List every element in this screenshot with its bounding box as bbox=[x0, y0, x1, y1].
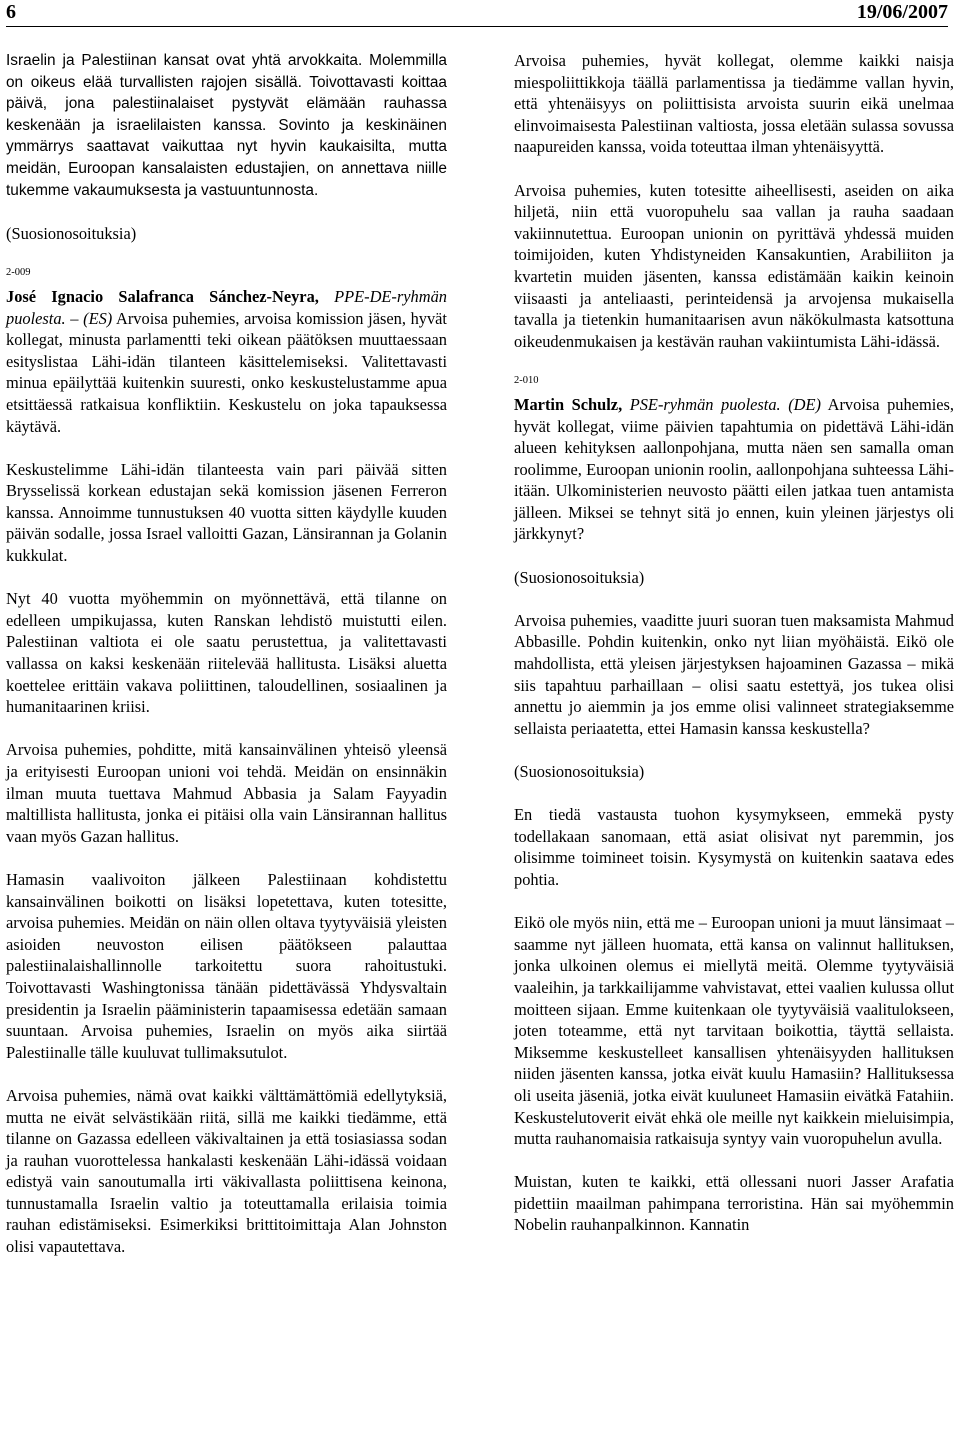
paragraph: En tiedä vastausta tuohon kysymykseen, emmekä pysty todellakaan sanomaan, että asiat olisivat nyt paremmin, jos olisimme toimineet toisin. Kysymystä on kuitenkin saatava edes pohtia. bbox=[514, 805, 954, 889]
paragraph: Arvoisa puhemies, nämä ovat kaikki välttämättömiä edellytyksiä, mutta ne eivät selvästikään riitä, sillä me kaikki tiedämme, että tilanne on Gazassa edelleen väkivaltainen ja että tosiasiassa sodan ja rauhan vuorottelessa hankalasti keskenään Lähi-idässä voidaan edistyä vain sanoutumalla irti väkivallasta poliittisena keinona, tunnustamalla Israelin valtio ja toteuttamalla erilaisia toimia rauhan edistämiseksi. Esimerkiksi brittitoimittaja Alan Johnston olisi vapautettava. bbox=[6, 1085, 447, 1257]
paragraph: Arvoisa puhemies, kuten totesitte aiheellisesti, aseiden on aika hiljetä, niin että vuoropuhelu saa vallan ja rauha saadaan vakiinnutettua. Euroopan unionin on pyrittävä yhdessä muiden toimijoiden, kuten Yhdistyneiden Kansakuntien, Arabiliiton ja kvartetin muiden jäsenten, kanssa edistämään kaikin keinoin viisaasti ja anteliaasti, perinteidensä ja arvojensa mukaisella tavalla ja tietenkin humanitaarisen avun näkökulmasta katsottuna oikeudenmukaisen ja kestävän rauhan vakiintumista Lähi-idässä. bbox=[514, 180, 954, 351]
speech-text: Arvoisa puhemies, hyvät kollegat, viime päivien tapahtumia on pidettävä Lähi-idän alueen kehityksen aallonpohjana, mutta näen sen samalla oman roolimme, Euroopan unionin roolin, aallonpohjana suhteessa Lähi-itään. Ulkoministerien neuvosto päätti eilen jatkaa tuen antamista jälleen. Miksei se tehnyt sitä jo ennen, kuin yleinen järjestys oli järkkynyt? bbox=[514, 394, 954, 544]
paragraph: Muistan, kuten te kaikki, että ollessani nuori Jasser Arafatia pidettiin maailman pahimpana terroristina. Hän sai myöhemmin Nobelin rauhanpalkinnon. Kannatin bbox=[514, 1172, 954, 1235]
speech-paragraph bbox=[514, 394, 954, 545]
speech-language: (DE) bbox=[788, 394, 821, 414]
item-number: 2-009 bbox=[6, 266, 31, 278]
speech-text: Arvoisa puhemies, arvoisa komission jäsen, hyvät kollegat, minusta parlamentti teki oikean päätöksen muuttaessaan esityslistaa Lähi-idän tilanteen käsittelemiseksi. Valitettavasti minua epäilyttää kuitenkin suuresti, onko keskustelustamme apua etsittäessä ratkaisua konfliktiin. Keskustelu on joka tapauksessa käytävä. bbox=[6, 308, 447, 436]
speech-paragraph bbox=[6, 286, 447, 437]
speech-language: – (ES) bbox=[70, 308, 113, 328]
paragraph: Arvoisa puhemies, vaaditte juuri suoran tuen maksamista Mahmud Abbasille. Pohdin kuitenkin, onko nyt liian myöhäistä. Eikö ole mahdollista, että yleisen järjestyksen hajoaminen Gazassa – mikä siis tapahtuu parhaillaan – olisi saatu estettyä, jos tukea olisi annettu jo aiemmin ja jos emme olisi valinneet strategiaksemme sellaista periaatetta, ettei Hamasin kanssa keskustella? bbox=[514, 610, 954, 738]
applause-note: (Suosionosoituksia) bbox=[514, 762, 645, 781]
paragraph: Keskustelimme Lähi-idän tilanteesta vain pari päivää sitten Brysselissä korkean edustajan sekä komission jäsenen Ferreron kanssa. Annoimme tunnustuksen 40 vuotta sitten käydylle kuuden päivän sodalle, jossa Israel valloitti Gazan, Länsirannan ja Golanin kukkulat. bbox=[6, 459, 447, 566]
speaker-name: José Ignacio Salafranca Sánchez-Neyra, bbox=[6, 286, 319, 306]
right-column bbox=[514, 50, 954, 1236]
paragraph: Israelin ja Palestiinan kansat ovat yhtä arvokkaita. Molemmilla on oikeus elää turvallisten rajojen sisällä. Toivottavasti koittaa päivä, jona palestiinalaiset pystyvät elämään rauhassa keskenään ja israelilaisten kanssa. Sovinto ja keskinäinen ymmärrys saattavat vaikuttaa nyt hyvin kaukaisilta, mutta meidän, Euroopan kansalaisten edustajien, on annettava niille tukemme vakaumuksesta ja vastuuntunnosta. bbox=[6, 52, 447, 199]
applause-note: (Suosionosoituksia) bbox=[514, 567, 645, 587]
applause-note: (Suosionosoituksia) bbox=[6, 223, 137, 243]
paragraph: Arvoisa puhemies, pohditte, mitä kansainvälinen yhteisö yleensä ja erityisesti Euroopan unioni voi tehdä. Meidän on ensinnäkin ilman muuta tuettava Mahmud Abbasia ja Salam Fayyadin maltillista hallitusta, jonka ei pitäisi olla vain Länsirannan hallitus vaan myös Gazan hallitus. bbox=[6, 740, 447, 846]
item-number: 2-010 bbox=[514, 374, 539, 386]
speaker-name: Martin Schulz, bbox=[514, 394, 623, 414]
paragraph: Eikö ole myös niin, että me – Euroopan unioni ja muut länsimaat – saamme nyt jälleen huomata, että kansa on valinnut hallituksen, jonka ulkoinen olemus ei miellytä meitä. Olemme tyytyväisiä vaaleihin, ja tarkkailijamme vahvistavat, ettei vaalien kulussa ollut moitteen sijaan. Emme kuitenkaan ole tyytyväisiä vaalitulokseen, joten toteamme, että nyt tarvitaan boikottia, täyttä sellaista. Miksemme keskustelleet kansallisen yhtenäisyyden hallituksen niiden jäsenten kanssa, jotka eivät kuulu Hamasiin? Hallituksessa oli useita jäseniä, jotka eivät kuuluneet Hamasiin eivätkä Fatahiin. Keskustelutoverit eivät ehkä ole meille nyt kaikkein mieluisimpia, mutta rauhanomaisia ratkaisuja syntyy vain vuoropuhelun avulla. bbox=[514, 913, 954, 1149]
paragraph: Nyt 40 vuotta myöhemmin on myönnettävä, että tilanne on edelleen umpikujassa, kuten Ranskan lehdistö muistutti eilen. Palestiinan valtiota ei ole saatu perustettua, ja valitettavasti vallassa on kaksi keskenään riitelevää hallitusta. Lisäksi aluetta koettelee erittäin vakava poliittinen, taloudellinen, sosiaalinen ja humanitaarinen kriisi. bbox=[6, 589, 447, 717]
page-number: 6 bbox=[6, 1, 16, 23]
paragraph: Arvoisa puhemies, hyvät kollegat, olemme kaikki naisja miespoliittikkoja täällä parlamentissa ja tiedämme vallan hyvin, että yhtenäisyys on poliittisista arvoista suurin eikä unelmaa elinvoimaisesta Palestiinan valtiosta, jossa eletään sulassa sovussa naapureiden kanssa, voida toteuttaa ilman yhtenäisyyttä. bbox=[514, 51, 954, 157]
session-date: 19/06/2007 bbox=[856, 1, 948, 23]
paragraph: Hamasin vaalivoiton jälkeen Palestiinaan kohdistettu kansainvälinen boikotti on lisäksi lopetettava, kuten totesitte, arvoisa puhemies. Meidän on näin ollen oltava tyytyväisiä yleisten asioiden neuvoston eilisen päätökseen palauttaa palestiinalaishallinnolle tarkoitettu suora rahoitustuki. Toivottavasti Washingtonissa tänään pidettävässä Yhdysvaltain presidentin ja Israelin pääministerin tapaamisessa edetään samaan suuntaan. Arvoisa puhemies, Israelin on myös aika siirtää Palestiinalle tälle kuuluvat tullimaksutulot. bbox=[6, 869, 447, 1062]
speaker-group: PPE-DE-ryhmän puolesta. bbox=[6, 286, 447, 328]
left-column bbox=[6, 50, 447, 1258]
page-header bbox=[6, 0, 948, 27]
speaker-group: PSE-ryhmän puolesta. bbox=[629, 394, 781, 414]
